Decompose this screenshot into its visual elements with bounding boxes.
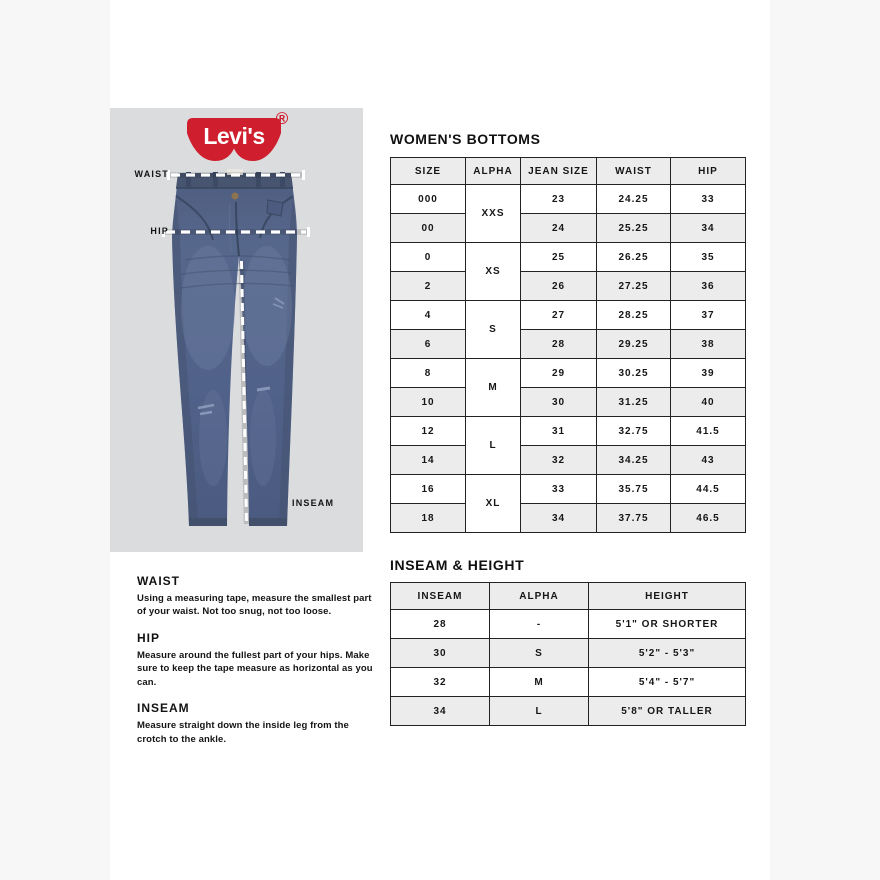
size-guide-card [110,0,770,880]
guide-text: Measure straight down the inside leg from the crotch to the ankle. [137,720,349,745]
table-row [391,668,746,697]
womens-bottoms-title: WOMEN'S BOTTOMS [390,131,541,147]
cell-hip: 41.5 [671,417,746,446]
cell-waist: 28.25 [597,301,671,330]
cell-size: 10 [391,388,466,417]
column-header: ALPHA [466,158,521,185]
cell-jean_size: 29 [521,359,597,388]
cell-hip: 33 [671,185,746,214]
measuring-guide [137,574,379,758]
cell-height: 5'1" OR SHORTER [589,610,746,639]
cell-alpha: S [490,639,589,668]
cell-size: 18 [391,504,466,533]
table-row [391,185,746,214]
waist-figure-label: WAIST [134,169,169,179]
cell-hip: 36 [671,272,746,301]
cell-hip: 44.5 [671,475,746,504]
cell-alpha: L [490,697,589,726]
guide-section-waist [137,574,379,619]
inseam-height-table [390,582,746,726]
cell-jean_size: 24 [521,214,597,243]
cell-alpha: XL [466,475,521,533]
cell-hip: 37 [671,301,746,330]
hip-figure-label: HIP [150,226,169,236]
table-row [391,417,746,446]
cell-waist: 35.75 [597,475,671,504]
cell-waist: 25.25 [597,214,671,243]
table-row [391,446,746,475]
inseam-height-title: INSEAM & HEIGHT [390,557,525,573]
logo-text: Levi's [202,123,265,149]
column-header: ALPHA [490,583,589,610]
cell-jean_size: 34 [521,504,597,533]
table-row [391,272,746,301]
cell-waist: 37.75 [597,504,671,533]
header-row [391,583,746,610]
table-row [391,610,746,639]
column-header: SIZE [391,158,466,185]
table-row [391,639,746,668]
table-row [391,214,746,243]
cell-hip: 34 [671,214,746,243]
cell-size: 0 [391,243,466,272]
table-row [391,301,746,330]
cell-jean_size: 31 [521,417,597,446]
cell-hip: 43 [671,446,746,475]
cell-alpha: - [490,610,589,639]
table-row [391,243,746,272]
cell-size: 2 [391,272,466,301]
guide-section-hip [137,631,379,689]
cell-waist: 30.25 [597,359,671,388]
cell-hip: 40 [671,388,746,417]
guide-text: Measure around the fullest part of your hips. Make sure to keep the tape measure as horizontal as you can. [137,649,373,688]
cell-inseam: 28 [391,610,490,639]
cell-hip: 46.5 [671,504,746,533]
cell-jean_size: 27 [521,301,597,330]
size-tables-column [390,131,746,726]
column-header: HEIGHT [589,583,746,610]
cell-alpha: M [466,359,521,417]
column-header: JEAN SIZE [521,158,597,185]
table-row [391,359,746,388]
table-row [391,330,746,359]
cell-hip: 35 [671,243,746,272]
cell-hip: 38 [671,330,746,359]
cell-jean_size: 30 [521,388,597,417]
womens-bottoms-table [390,157,746,533]
cell-height: 5'2" - 5'3" [589,639,746,668]
cell-waist: 32.75 [597,417,671,446]
cell-hip: 39 [671,359,746,388]
cell-waist: 29.25 [597,330,671,359]
table-row [391,475,746,504]
cell-alpha: XXS [466,185,521,243]
cell-jean_size: 26 [521,272,597,301]
cell-jean_size: 25 [521,243,597,272]
guide-heading: INSEAM [137,701,190,716]
cell-size: 00 [391,214,466,243]
header-row [391,158,746,185]
cell-jean_size: 23 [521,185,597,214]
guide-section-inseam [137,701,379,746]
cell-size: 8 [391,359,466,388]
cell-size: 16 [391,475,466,504]
guide-heading: WAIST [137,574,180,588]
cell-size: 14 [391,446,466,475]
cell-waist: 26.25 [597,243,671,272]
cell-jean_size: 33 [521,475,597,504]
registered-mark-icon: ® [275,111,288,128]
cell-size: 6 [391,330,466,359]
cell-height: 5'4" - 5'7" [589,668,746,697]
cell-inseam: 32 [391,668,490,697]
cell-waist: 31.25 [597,388,671,417]
cell-inseam: 34 [391,697,490,726]
jeans-photo-panel [110,108,363,552]
cell-jean_size: 32 [521,446,597,475]
cell-waist: 34.25 [597,446,671,475]
cell-inseam: 30 [391,639,490,668]
cell-size: 000 [391,185,466,214]
guide-text: Using a measuring tape, measure the smallest part of your waist. Not too snug, not too loose. [137,593,372,618]
table-row [391,388,746,417]
column-header: HIP [671,158,746,185]
cell-size: 4 [391,301,466,330]
column-header: INSEAM [391,583,490,610]
cell-alpha: S [466,301,521,359]
table-row [391,697,746,726]
cell-jean_size: 28 [521,330,597,359]
cell-height: 5'8" OR TALLER [589,697,746,726]
guide-heading: HIP [137,630,161,645]
cell-size: 12 [391,417,466,446]
cell-alpha: L [466,417,521,475]
cell-alpha: M [490,668,589,697]
inseam-figure-label: INSEAM [292,498,335,508]
cell-waist: 27.25 [597,272,671,301]
cell-alpha: XS [466,243,521,301]
column-header: WAIST [597,158,671,185]
cell-waist: 24.25 [597,185,671,214]
table-row [391,504,746,533]
